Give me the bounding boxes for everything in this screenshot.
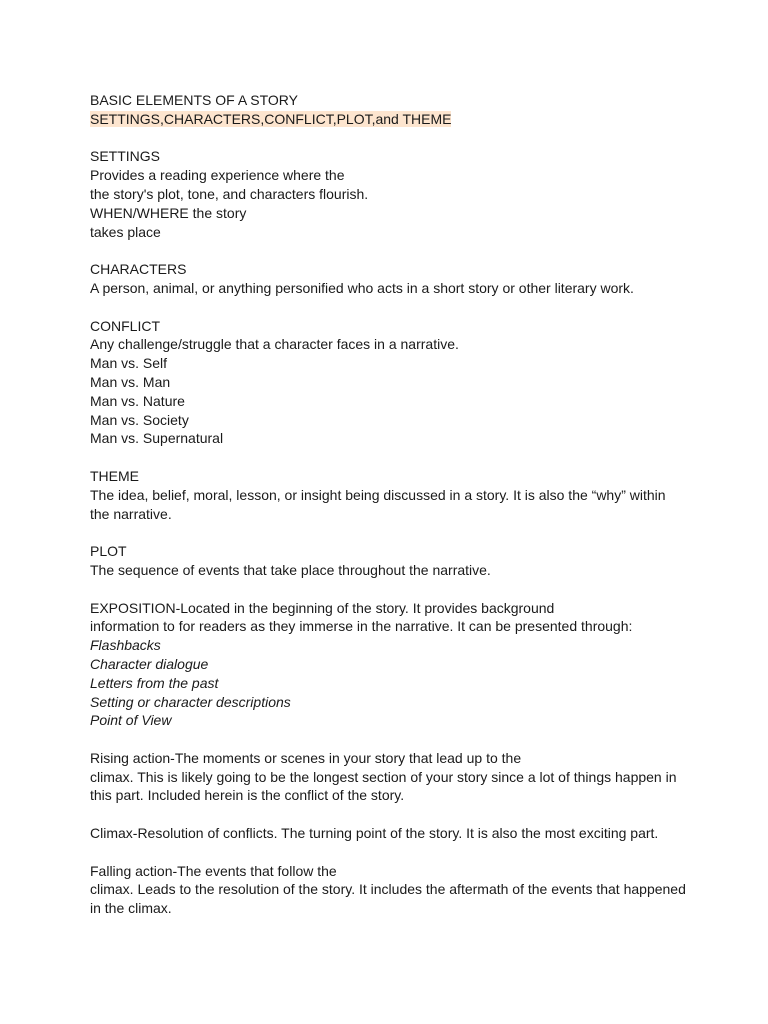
section-theme — [90, 467, 710, 523]
section-text: climax. Leads to the resolution of the story. It includes the aftermath of the events that happened — [90, 881, 686, 898]
section-exposition — [90, 599, 710, 731]
section-text: Rising action-The moments or scenes in your story that lead up to the — [90, 749, 522, 766]
conflict-type: Man vs. Society — [90, 411, 189, 428]
section-text: WHEN/WHERE the story — [90, 204, 247, 221]
exposition-method: Setting or character descriptions — [90, 693, 291, 710]
exposition-method: Point of View — [90, 712, 172, 729]
section-heading: CHARACTERS — [90, 261, 187, 278]
section-characters — [90, 260, 710, 298]
section-text: Any challenge/struggle that a character faces in a narrative. — [90, 336, 459, 353]
section-text: The sequence of events that take place throughout the narrative. — [90, 561, 491, 578]
section-settings — [90, 147, 710, 241]
exposition-method: Letters from the past — [90, 674, 219, 691]
section-heading: CONFLICT — [90, 317, 160, 334]
conflict-type: Man vs. Man — [90, 373, 171, 390]
document-subtitle-line — [90, 110, 710, 129]
document-title: BASIC ELEMENTS OF A STORY — [90, 92, 298, 108]
conflict-type: Man vs. Nature — [90, 392, 185, 409]
exposition-method: Character dialogue — [90, 655, 209, 672]
section-falling-action — [90, 862, 710, 918]
spacer — [90, 805, 710, 824]
document-page — [90, 91, 710, 918]
spacer — [90, 298, 710, 317]
spacer — [90, 523, 710, 542]
section-text: this part. Included herein is the conflict of the story. — [90, 787, 405, 804]
section-text: the narrative. — [90, 505, 172, 522]
section-heading: THEME — [90, 467, 139, 484]
spacer — [90, 241, 710, 260]
spacer — [90, 448, 710, 467]
spacer — [90, 730, 710, 749]
document-subtitle: SETTINGS,CHARACTERS,CONFLICT,PLOT,and THEME — [90, 110, 452, 127]
section-text: in the climax. — [90, 900, 172, 917]
section-text: The idea, belief, moral, lesson, or insight being discussed in a story. It is also the “why” within — [90, 486, 666, 503]
conflict-type: Man vs. Self — [90, 355, 168, 372]
section-text: Provides a reading experience where the — [90, 167, 345, 184]
section-text: the story's plot, tone, and characters flourish. — [90, 185, 369, 202]
section-text: EXPOSITION-Located in the beginning of the story. It provides background — [90, 599, 555, 616]
section-text: information to for readers as they immerse in the narrative. It can be presented through: — [90, 618, 633, 635]
spacer — [90, 843, 710, 862]
section-text: climax. This is likely going to be the longest section of your story since a lot of things happen in — [90, 768, 677, 785]
section-text: Climax-Resolution of conflicts. The turning point of the story. It is also the most exciting part. — [90, 825, 659, 842]
section-text: takes place — [90, 223, 161, 240]
section-heading: SETTINGS — [90, 148, 161, 165]
spacer — [90, 580, 710, 599]
section-text: Falling action-The events that follow the — [90, 862, 337, 879]
conflict-type: Man vs. Supernatural — [90, 430, 224, 447]
section-conflict — [90, 317, 710, 449]
section-rising-action — [90, 749, 710, 805]
section-text: A person, animal, or anything personified who acts in a short story or other literary work. — [90, 279, 634, 296]
exposition-method: Flashbacks — [90, 637, 161, 654]
spacer — [90, 129, 710, 148]
section-plot — [90, 542, 710, 580]
section-heading: PLOT — [90, 543, 127, 560]
section-climax — [90, 824, 710, 843]
